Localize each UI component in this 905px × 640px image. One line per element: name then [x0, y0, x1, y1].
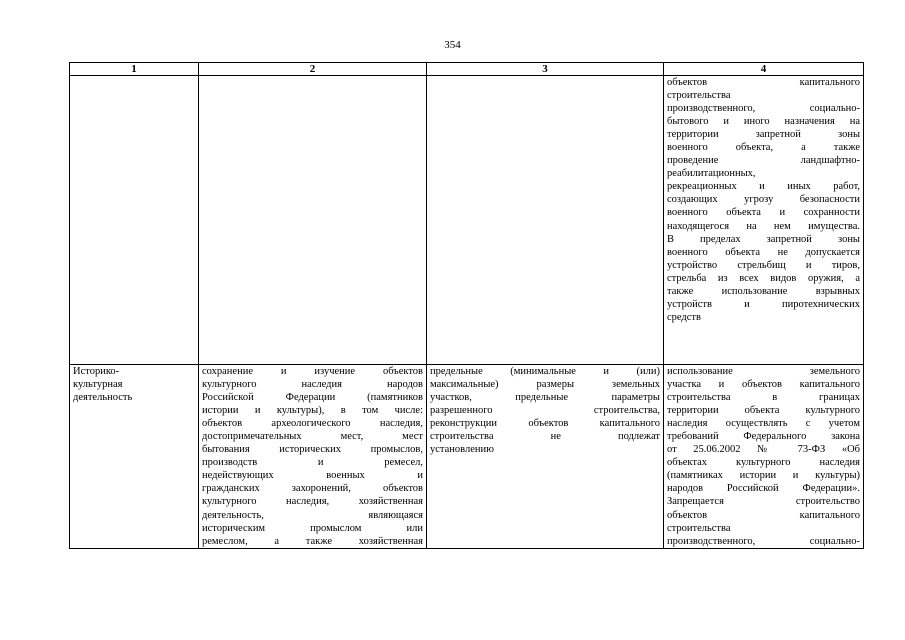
text-line: максимальные) размеры земельных — [430, 379, 660, 391]
text-line: строительства — [667, 90, 731, 102]
text-line: военного объекта не допускается — [667, 246, 860, 258]
text-line: объектов капитального — [667, 77, 860, 88]
column-header-3: 3 — [427, 63, 664, 76]
text-line: культурного наследия народов — [202, 379, 423, 391]
cell-row1-col2 — [199, 76, 427, 365]
text-line: военного объекта и сохранности — [667, 207, 860, 219]
cell-row2-col1 — [70, 365, 199, 549]
text-line: производств и ремесел, — [202, 457, 423, 469]
text-line: требований Федерального закона — [667, 431, 860, 443]
cell-text — [667, 76, 860, 324]
text-line: деятельность, являющаяся — [202, 509, 423, 521]
text-line: военного объекта, а также — [667, 142, 860, 154]
text-line: историческим промыслом или — [202, 522, 423, 534]
text-line: участков, предельные параметры — [430, 392, 660, 404]
document-table — [69, 62, 864, 549]
text-line: производственного, социально- — [667, 103, 860, 115]
page-number: 354 — [444, 39, 461, 51]
text-line: территории объекта культурного — [667, 405, 860, 417]
text-line: реконструкции объектов капитального — [430, 418, 660, 430]
text-line: бытового и иного назначения на — [667, 116, 860, 128]
text-line: культурная — [73, 379, 123, 391]
text-line: использование земельного — [667, 366, 860, 377]
cell-row1-col4 — [664, 76, 864, 365]
text-line: участка и объектов капитального — [667, 379, 860, 391]
table-row — [70, 365, 864, 549]
cell-row1-col1 — [70, 76, 199, 365]
text-line: объектов археологического наследия, — [202, 418, 423, 430]
cell-text — [430, 365, 660, 456]
text-line: наследия осуществлять с учетом — [667, 418, 860, 430]
text-line: установлению — [430, 444, 494, 456]
text-line: реабилитационных, — [667, 168, 756, 180]
column-header-2: 2 — [199, 63, 427, 76]
cell-text — [667, 365, 860, 548]
text-line: предельные (минимальные и (или) — [430, 366, 660, 377]
text-line: недействующих военных и — [202, 470, 423, 482]
text-line: достопримечательных мест, мест — [202, 431, 423, 443]
text-line: культурного наследия, хозяйственная — [202, 496, 423, 508]
text-line: Запрещается строительство — [667, 496, 860, 508]
cell-row2-col2 — [199, 365, 427, 549]
column-header-4: 4 — [664, 63, 864, 76]
text-line: устройств и пиротехнических — [667, 298, 860, 310]
text-line: строительства не подлежат — [430, 431, 660, 443]
text-line: также использование взрывных — [667, 285, 860, 297]
text-line: рекреационных и иных работ, — [667, 181, 860, 193]
text-line: разрешенного строительства, — [430, 405, 660, 417]
table-row — [70, 76, 864, 365]
text-line: сохранение и изучение объектов — [202, 366, 423, 377]
text-line: объектах культурного наследия — [667, 457, 860, 469]
text-line: (памятниках истории и культуры) — [667, 470, 860, 482]
text-line: ремеслом, а также хозяйственная — [202, 535, 423, 547]
text-line: В пределах запретной зоны — [667, 233, 860, 245]
text-line: народов Российской Федерации». — [667, 483, 860, 495]
text-line: Российской Федерации (памятников — [202, 392, 423, 404]
cell-text — [202, 365, 423, 548]
text-line: строительства в границах — [667, 392, 860, 404]
text-line: находящегося на нем имущества. — [667, 220, 860, 232]
text-line: объектов капитального — [667, 509, 860, 521]
text-line: истории и культуры), в том числе: — [202, 405, 423, 417]
table-header-row — [70, 63, 864, 76]
text-line: средств — [667, 311, 701, 323]
text-line: гражданских захоронений, объектов — [202, 483, 423, 495]
text-line: от 25.06.2002 № 73-ФЗ «Об — [667, 444, 860, 456]
text-line: стрельба из всех видов оружия, а — [667, 272, 860, 284]
cell-row1-col3 — [427, 76, 664, 365]
text-line: строительства — [667, 522, 731, 534]
column-header-1: 1 — [70, 63, 199, 76]
text-line: территории запретной зоны — [667, 129, 860, 141]
cell-text — [73, 365, 195, 404]
text-line: устройство стрельбищ и тиров, — [667, 259, 860, 271]
text-line: деятельность — [73, 392, 133, 404]
cell-row2-col3 — [427, 365, 664, 549]
text-line: производственного, социально- — [667, 535, 860, 547]
text-line: создающих угрозу безопасности — [667, 194, 860, 206]
cell-row2-col4 — [664, 365, 864, 549]
text-line: бытования исторических промыслов, — [202, 444, 423, 456]
text-line: проведение ландшафтно- — [667, 155, 860, 167]
text-line: Историко- — [73, 366, 120, 377]
